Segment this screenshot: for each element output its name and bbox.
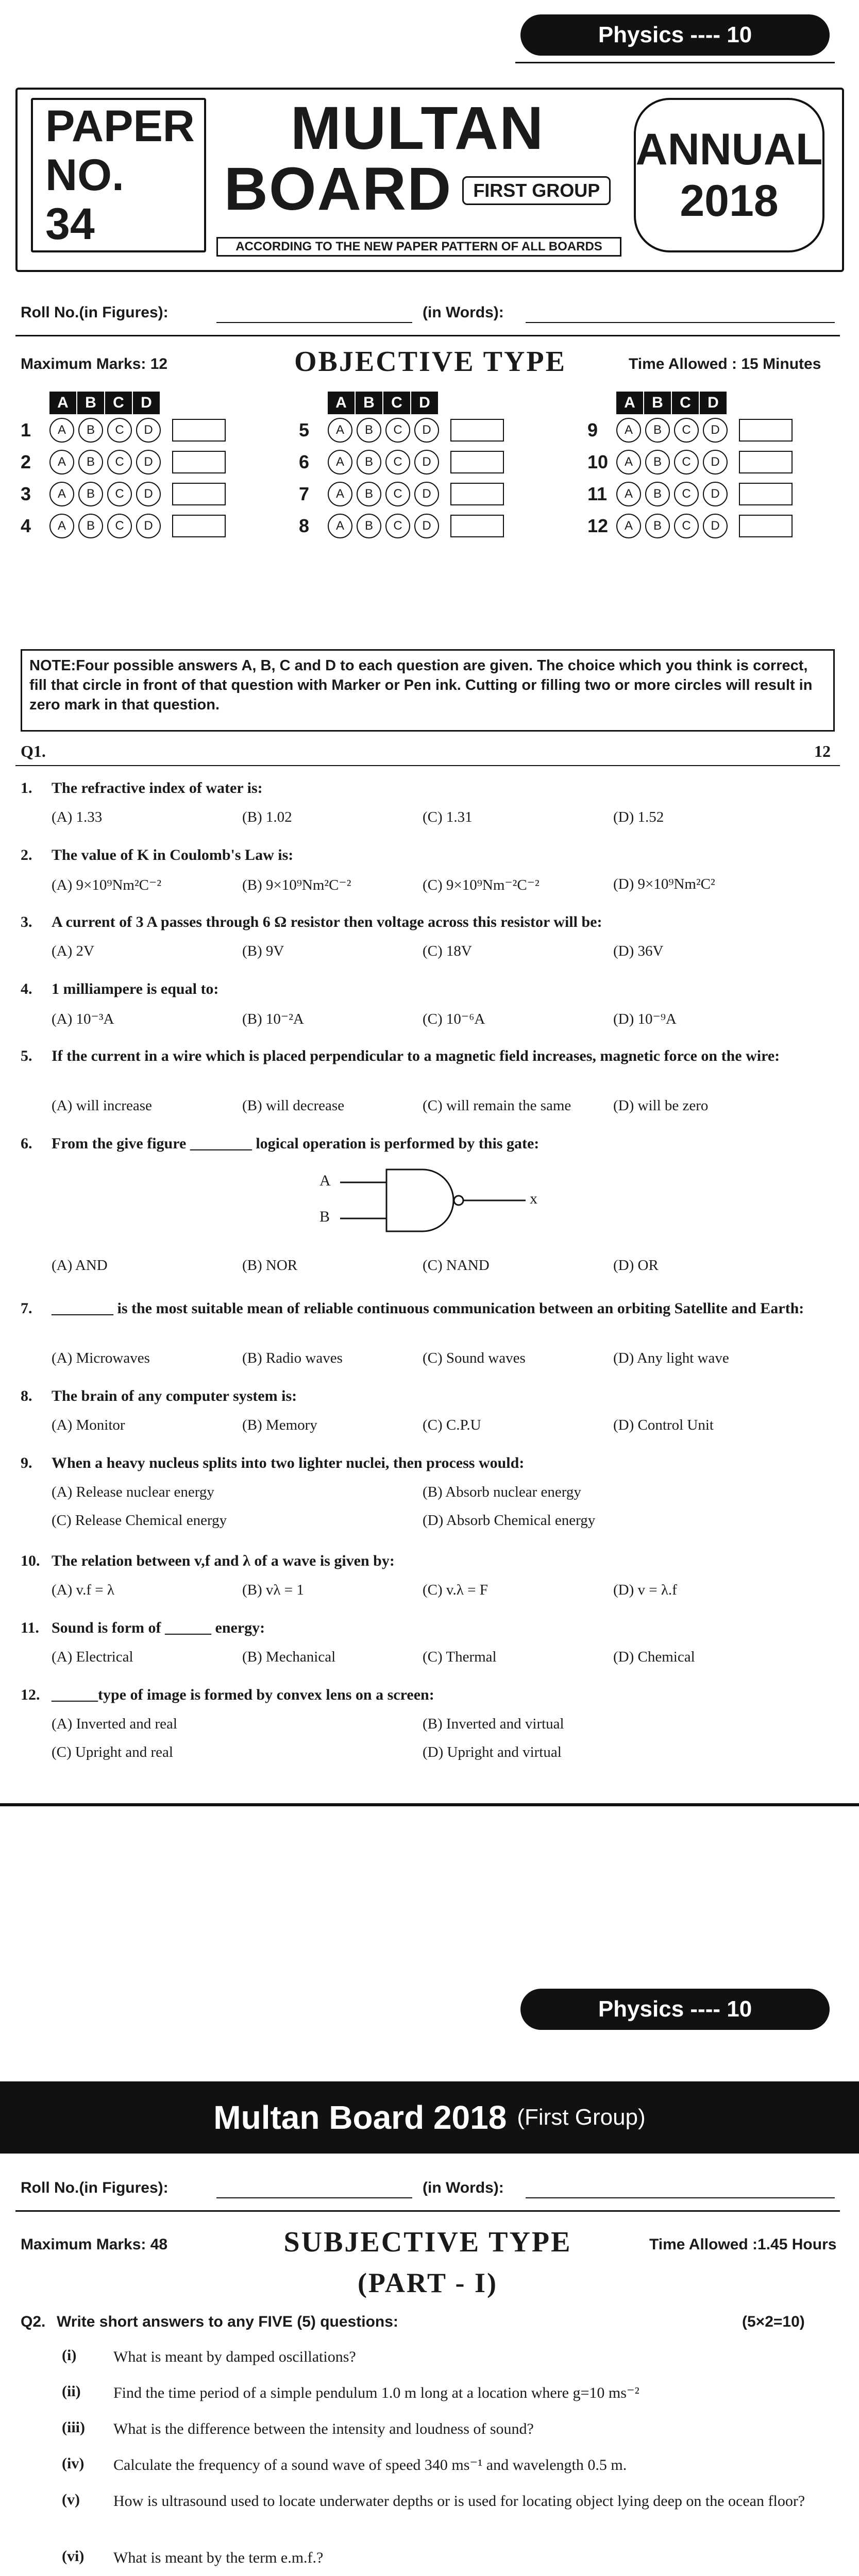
bubble-c[interactable]: C [385, 418, 410, 443]
bubble-b[interactable]: B [78, 418, 103, 443]
answer-box [450, 515, 504, 537]
roll-words-label: (in Words): [423, 304, 504, 321]
mcq-option-b[interactable]: (B) Mechanical [242, 1649, 336, 1665]
annual-label: ANNUAL [635, 125, 823, 174]
bubble-b[interactable]: B [645, 514, 670, 538]
grid-row-number: 4 [21, 515, 31, 536]
answer-box [739, 515, 793, 537]
answer-box [450, 419, 504, 442]
bubble-b[interactable]: B [357, 514, 381, 538]
answer-box [172, 483, 226, 505]
bubble-a[interactable]: A [616, 450, 641, 474]
mcq-option-b[interactable]: (B) Inverted and virtual [423, 1716, 564, 1732]
grid-row-number: 8 [299, 515, 310, 536]
mcq-option-b[interactable]: (B) vλ = 1 [242, 1582, 304, 1598]
bubble-b[interactable]: B [78, 482, 103, 506]
roll-words-line [526, 322, 835, 323]
mcq-text: ______type of image is formed by convex lens on a screen: [52, 1686, 434, 1703]
mcq-number: 2. [21, 846, 32, 863]
banner-group: (First Group) [517, 2105, 646, 2130]
q2-label: Q2. [21, 2313, 46, 2330]
mcq-option-a[interactable]: (A) 2V [52, 943, 94, 959]
bubble-c[interactable]: C [385, 482, 410, 506]
board-name-line1: MULTAN [290, 94, 545, 162]
mcq-option-c[interactable]: (C) Sound waves [423, 1350, 526, 1366]
mcq-option-d[interactable]: (D) Absorb Chemical energy [423, 1512, 596, 1529]
bubble-c[interactable]: C [385, 450, 410, 474]
mcq-option-a[interactable]: (A) AND [52, 1257, 108, 1274]
objective-max-marks: Maximum Marks: 12 [21, 355, 168, 372]
mcq-option-a[interactable]: (A) Monitor [52, 1417, 125, 1433]
bubble-a[interactable]: A [328, 418, 352, 443]
mcq-option-a[interactable]: (A) 1.33 [52, 809, 103, 825]
subjective-banner [0, 2081, 859, 2154]
bubble-a[interactable]: A [49, 514, 74, 538]
mcq-option-c[interactable]: (C) 18V [423, 943, 472, 959]
mcq-option-c[interactable]: (C) 9×10⁹Nm⁻²C⁻² [423, 877, 540, 893]
annual-box [634, 98, 824, 252]
answer-box [450, 483, 504, 505]
mcq-option-b[interactable]: (B) 9V [242, 943, 284, 959]
q2-item: What is meant by damped oscillations? [113, 2348, 356, 2365]
paper-number-box [31, 98, 206, 252]
grid-row-number: 1 [21, 419, 31, 440]
nand-gate-figure [309, 1159, 546, 1242]
subject-tag-label: Physics ---- 10 [598, 22, 752, 47]
bubble-a[interactable]: A [49, 418, 74, 443]
mcq-option-c[interactable]: (C) C.P.U [423, 1417, 481, 1433]
grid-row-number: 2 [21, 451, 31, 472]
subjective-time: Time Allowed :1.45 Hours [649, 2236, 837, 2253]
meta-rule-2 [15, 2210, 840, 2212]
mcq-number: 1. [21, 779, 32, 796]
mcq-option-a[interactable]: (A) will increase [52, 1097, 152, 1114]
mcq-option-d[interactable]: (D) 9×10⁹Nm²C² [613, 876, 715, 892]
answer-box [172, 451, 226, 473]
tag-underline [515, 62, 835, 63]
grid-row-number: 3 [21, 483, 31, 504]
grid-header: C [105, 392, 133, 414]
mcq-option-c[interactable]: (C) 10⁻⁶A [423, 1011, 485, 1027]
q2-roman: (iii) [62, 2419, 85, 2436]
bubble-d[interactable]: D [703, 482, 728, 506]
mcq-text: The value of K in Coulomb's Law is: [52, 846, 294, 863]
q2-item: How is ultrasound used to locate underwater depths or is used for locating object lying deep on the ocean floor? [113, 2493, 805, 2510]
q2-item: What is the difference between the intensity and loudness of sound? [113, 2420, 534, 2437]
subject-tag [520, 14, 830, 56]
roll-figures-line [216, 322, 412, 323]
answer-box [172, 515, 226, 537]
mcq-text: A current of 3 A passes through 6 Ω resistor then voltage across this resistor will be: [52, 913, 602, 930]
page-divider [0, 1803, 859, 1806]
grid-row-number: 6 [299, 451, 310, 472]
bubble-a[interactable]: A [616, 482, 641, 506]
mcq-text: If the current in a wire which is placed perpendicular to a magnetic field increases, magnetic force on the wire: [52, 1047, 780, 1064]
mcq-option-c[interactable]: (C) will remain the same [423, 1097, 571, 1114]
mcq-option-b[interactable]: (B) Memory [242, 1417, 317, 1433]
subject-tag-label: Physics ---- 10 [598, 1996, 752, 2022]
mcq-option-c[interactable]: (C) 1.31 [423, 809, 473, 825]
q2-item: What is meant by the term e.m.f.? [113, 2549, 324, 2566]
gate-output-x: x [530, 1190, 537, 1207]
bubble-d[interactable]: D [414, 514, 439, 538]
bubble-c[interactable]: C [385, 514, 410, 538]
bubble-a[interactable]: A [616, 418, 641, 443]
q2-item: Calculate the frequency of a sound wave of speed 340 ms⁻¹ and wavelength 0.5 m. [113, 2456, 627, 2473]
mcq-number: 9. [21, 1454, 32, 1471]
bubble-a[interactable]: A [328, 514, 352, 538]
meta-rule [15, 335, 840, 336]
mcq-option-c[interactable]: (C) Upright and real [52, 1744, 173, 1760]
mcq-text: Sound is form of ______ energy: [52, 1619, 265, 1636]
mcq-option-c[interactable]: (C) v.λ = F [423, 1582, 488, 1598]
mcq-option-a[interactable]: (A) 9×10⁹Nm²C⁻² [52, 877, 162, 893]
bubble-c[interactable]: C [674, 450, 699, 474]
answer-grid-1 [21, 392, 226, 542]
grid-row-number: 5 [299, 419, 310, 440]
grid-row-number: 11 [587, 483, 608, 504]
bubble-b[interactable]: B [357, 482, 381, 506]
mcq-text: From the give figure ________ logical operation is performed by this gate: [52, 1135, 540, 1152]
mcq-option-a[interactable]: (A) Release nuclear energy [52, 1484, 214, 1500]
roll-figures-label: Roll No.(in Figures): [21, 304, 169, 321]
roll-words-label-2: (in Words): [423, 2179, 504, 2196]
part-one-title: (PART - I) [357, 2267, 498, 2298]
q2-roman: (iv) [62, 2455, 85, 2472]
instructions-note: NOTE:Four possible answers A, B, C and D to each question are given. The choice which you think is correct, fill that circle in front of that question with Marker or Pen ink. Cutting or filling two or more circles will result in zero mark in that question. [21, 649, 835, 732]
bubble-d[interactable]: D [703, 450, 728, 474]
mcq-number: 10. [21, 1552, 40, 1569]
bubble-c[interactable]: C [674, 482, 699, 506]
bubble-d[interactable]: D [136, 450, 161, 474]
mcq-option-c[interactable]: (C) Release Chemical energy [52, 1512, 227, 1529]
mcq-option-b[interactable]: (B) Radio waves [242, 1350, 343, 1366]
mcq-option-d[interactable]: (D) will be zero [613, 1097, 709, 1114]
bubble-c[interactable]: C [107, 514, 132, 538]
answer-box [739, 451, 793, 473]
objective-time: Time Allowed : 15 Minutes [629, 355, 821, 372]
mcq-option-d[interactable]: (D) 1.52 [613, 809, 664, 825]
mcq-text: ________ is the most suitable mean of reliable continuous communication between an orbiting Satellite and Earth: [52, 1300, 804, 1317]
nand-gate-icon [309, 1159, 546, 1242]
objective-title: OBJECTIVE TYPE [294, 346, 566, 378]
bubble-d[interactable]: D [703, 514, 728, 538]
mcq-text: The relation between v,f and λ of a wave is given by: [52, 1552, 395, 1569]
grid-header: D [133, 392, 161, 414]
answer-box [739, 419, 793, 442]
bubble-a[interactable]: A [328, 482, 352, 506]
mcq-option-d[interactable]: (D) Control Unit [613, 1417, 714, 1433]
answer-box [739, 483, 793, 505]
mcq-option-a[interactable]: (A) Inverted and real [52, 1716, 177, 1732]
bubble-b[interactable]: B [78, 514, 103, 538]
bubble-b[interactable]: B [78, 450, 103, 474]
bubble-c[interactable]: C [107, 418, 132, 443]
mcq-option-b[interactable]: (B) 10⁻²A [242, 1011, 304, 1027]
bubble-c[interactable]: C [674, 418, 699, 443]
mcq-option-b[interactable]: (B) will decrease [242, 1097, 345, 1114]
grid-header: A [616, 392, 644, 414]
bubble-a[interactable]: A [328, 450, 352, 474]
roll-figures-label-2: Roll No.(in Figures): [21, 2179, 169, 2196]
q2-roman: (vi) [62, 2548, 85, 2565]
grid-header: B [356, 392, 383, 414]
q2-roman: (ii) [62, 2383, 81, 2400]
bubble-b[interactable]: B [357, 418, 381, 443]
grid-header: C [672, 392, 700, 414]
q1-label: Q1. [21, 742, 46, 760]
mcq-text: The refractive index of water is: [52, 779, 263, 796]
mcq-option-b[interactable]: (B) 1.02 [242, 809, 292, 825]
answer-grid-2 [299, 392, 504, 542]
mcq-option-c[interactable]: (C) NAND [423, 1257, 490, 1274]
mcq-number: 11. [21, 1619, 39, 1636]
grid-row-number: 7 [299, 483, 310, 504]
mcq-option-d[interactable]: (D) 10⁻⁹A [613, 1011, 677, 1027]
q1-rule [15, 765, 840, 766]
bubble-b[interactable]: B [645, 418, 670, 443]
mcq-option-d[interactable]: (D) v = λ.f [613, 1582, 677, 1598]
bubble-c[interactable]: C [107, 450, 132, 474]
gate-input-a: A [319, 1172, 331, 1189]
q2-item: Find the time period of a simple pendulum 1.0 m long at a location where g=10 ms⁻² [113, 2384, 639, 2401]
mcq-option-d[interactable]: (D) OR [613, 1257, 659, 1274]
grid-header: C [383, 392, 411, 414]
bubble-b[interactable]: B [645, 482, 670, 506]
mcq-number: 12. [21, 1686, 40, 1703]
pattern-caption: ACCORDING TO THE NEW PAPER PATTERN OF ALL BOARDS [216, 237, 621, 257]
grid-header: D [700, 392, 728, 414]
bubble-d[interactable]: D [414, 450, 439, 474]
bubble-b[interactable]: B [357, 450, 381, 474]
subjective-max-marks: Maximum Marks: 48 [21, 2236, 168, 2253]
mcq-option-c[interactable]: (C) Thermal [423, 1649, 497, 1665]
subjective-title: SUBJECTIVE TYPE [283, 2226, 572, 2258]
mcq-text: When a heavy nucleus splits into two lighter nuclei, then process would: [52, 1454, 525, 1471]
paper-number-value: 34 [45, 199, 95, 249]
bubble-a[interactable]: A [49, 482, 74, 506]
group-badge: FIRST GROUP [462, 176, 611, 205]
mcq-option-a[interactable]: (A) 10⁻³A [52, 1011, 114, 1027]
bubble-d[interactable]: D [136, 482, 161, 506]
paper-number-label: PAPER NO. [45, 101, 195, 200]
subject-tag-2 [520, 1989, 830, 2030]
mcq-number: 3. [21, 913, 32, 930]
bubble-a[interactable]: A [616, 514, 641, 538]
board-name-line2: BOARD [224, 155, 452, 223]
answer-box [172, 419, 226, 442]
mcq-option-a[interactable]: (A) v.f = λ [52, 1582, 114, 1598]
bubble-d[interactable]: D [136, 418, 161, 443]
mcq-option-b[interactable]: (B) NOR [242, 1257, 298, 1274]
bubble-c[interactable]: C [107, 482, 132, 506]
bubble-d[interactable]: D [703, 418, 728, 443]
mcq-number: 8. [21, 1387, 32, 1404]
q2-roman: (i) [62, 2347, 77, 2364]
mcq-option-a[interactable]: (A) Electrical [52, 1649, 133, 1665]
mcq-option-b[interactable]: (B) 9×10⁹Nm²C⁻² [242, 877, 351, 893]
mcq-option-d[interactable]: (D) Chemical [613, 1649, 695, 1665]
banner-title: Multan Board 2018 [213, 2099, 507, 2136]
mcq-option-d[interactable]: (D) 36V [613, 943, 664, 959]
bubble-d[interactable]: D [414, 418, 439, 443]
mcq-number: 6. [21, 1135, 32, 1152]
q2-heading: Write short answers to any FIVE (5) questions: [57, 2313, 398, 2330]
mcq-text: The brain of any computer system is: [52, 1387, 297, 1404]
grid-header: B [644, 392, 672, 414]
gate-input-b: B [319, 1208, 330, 1225]
mcq-option-d[interactable]: (D) Upright and virtual [423, 1744, 562, 1760]
mcq-number: 7. [21, 1300, 32, 1317]
roll-figures-line-2 [216, 2197, 412, 2198]
grid-row-number: 12 [587, 515, 609, 536]
mcq-number: 5. [21, 1047, 32, 1064]
board-title [216, 94, 618, 252]
mcq-option-d[interactable]: (D) Any light wave [613, 1350, 729, 1366]
grid-row-number: 9 [587, 419, 598, 440]
mcq-text: 1 milliampere is equal to: [52, 980, 219, 997]
bubble-d[interactable]: D [136, 514, 161, 538]
answer-grid-3 [587, 392, 793, 542]
grid-header: A [328, 392, 356, 414]
grid-header: A [49, 392, 77, 414]
bubble-d[interactable]: D [414, 482, 439, 506]
mcq-option-b[interactable]: (B) Absorb nuclear energy [423, 1484, 581, 1500]
grid-row-number: 10 [587, 451, 609, 472]
annual-year: 2018 [680, 176, 779, 226]
answer-box [450, 451, 504, 473]
mcq-number: 4. [21, 980, 32, 997]
grid-header: D [411, 392, 439, 414]
bubble-b[interactable]: B [645, 450, 670, 474]
q2-roman: (v) [62, 2491, 80, 2508]
bubble-c[interactable]: C [674, 514, 699, 538]
mcq-option-a[interactable]: (A) Microwaves [52, 1350, 150, 1366]
grid-header: B [77, 392, 105, 414]
roll-words-line-2 [526, 2197, 835, 2198]
q1-marks: 12 [814, 742, 831, 760]
q2-marks: (5×2=10) [742, 2313, 805, 2330]
bubble-a[interactable]: A [49, 450, 74, 474]
